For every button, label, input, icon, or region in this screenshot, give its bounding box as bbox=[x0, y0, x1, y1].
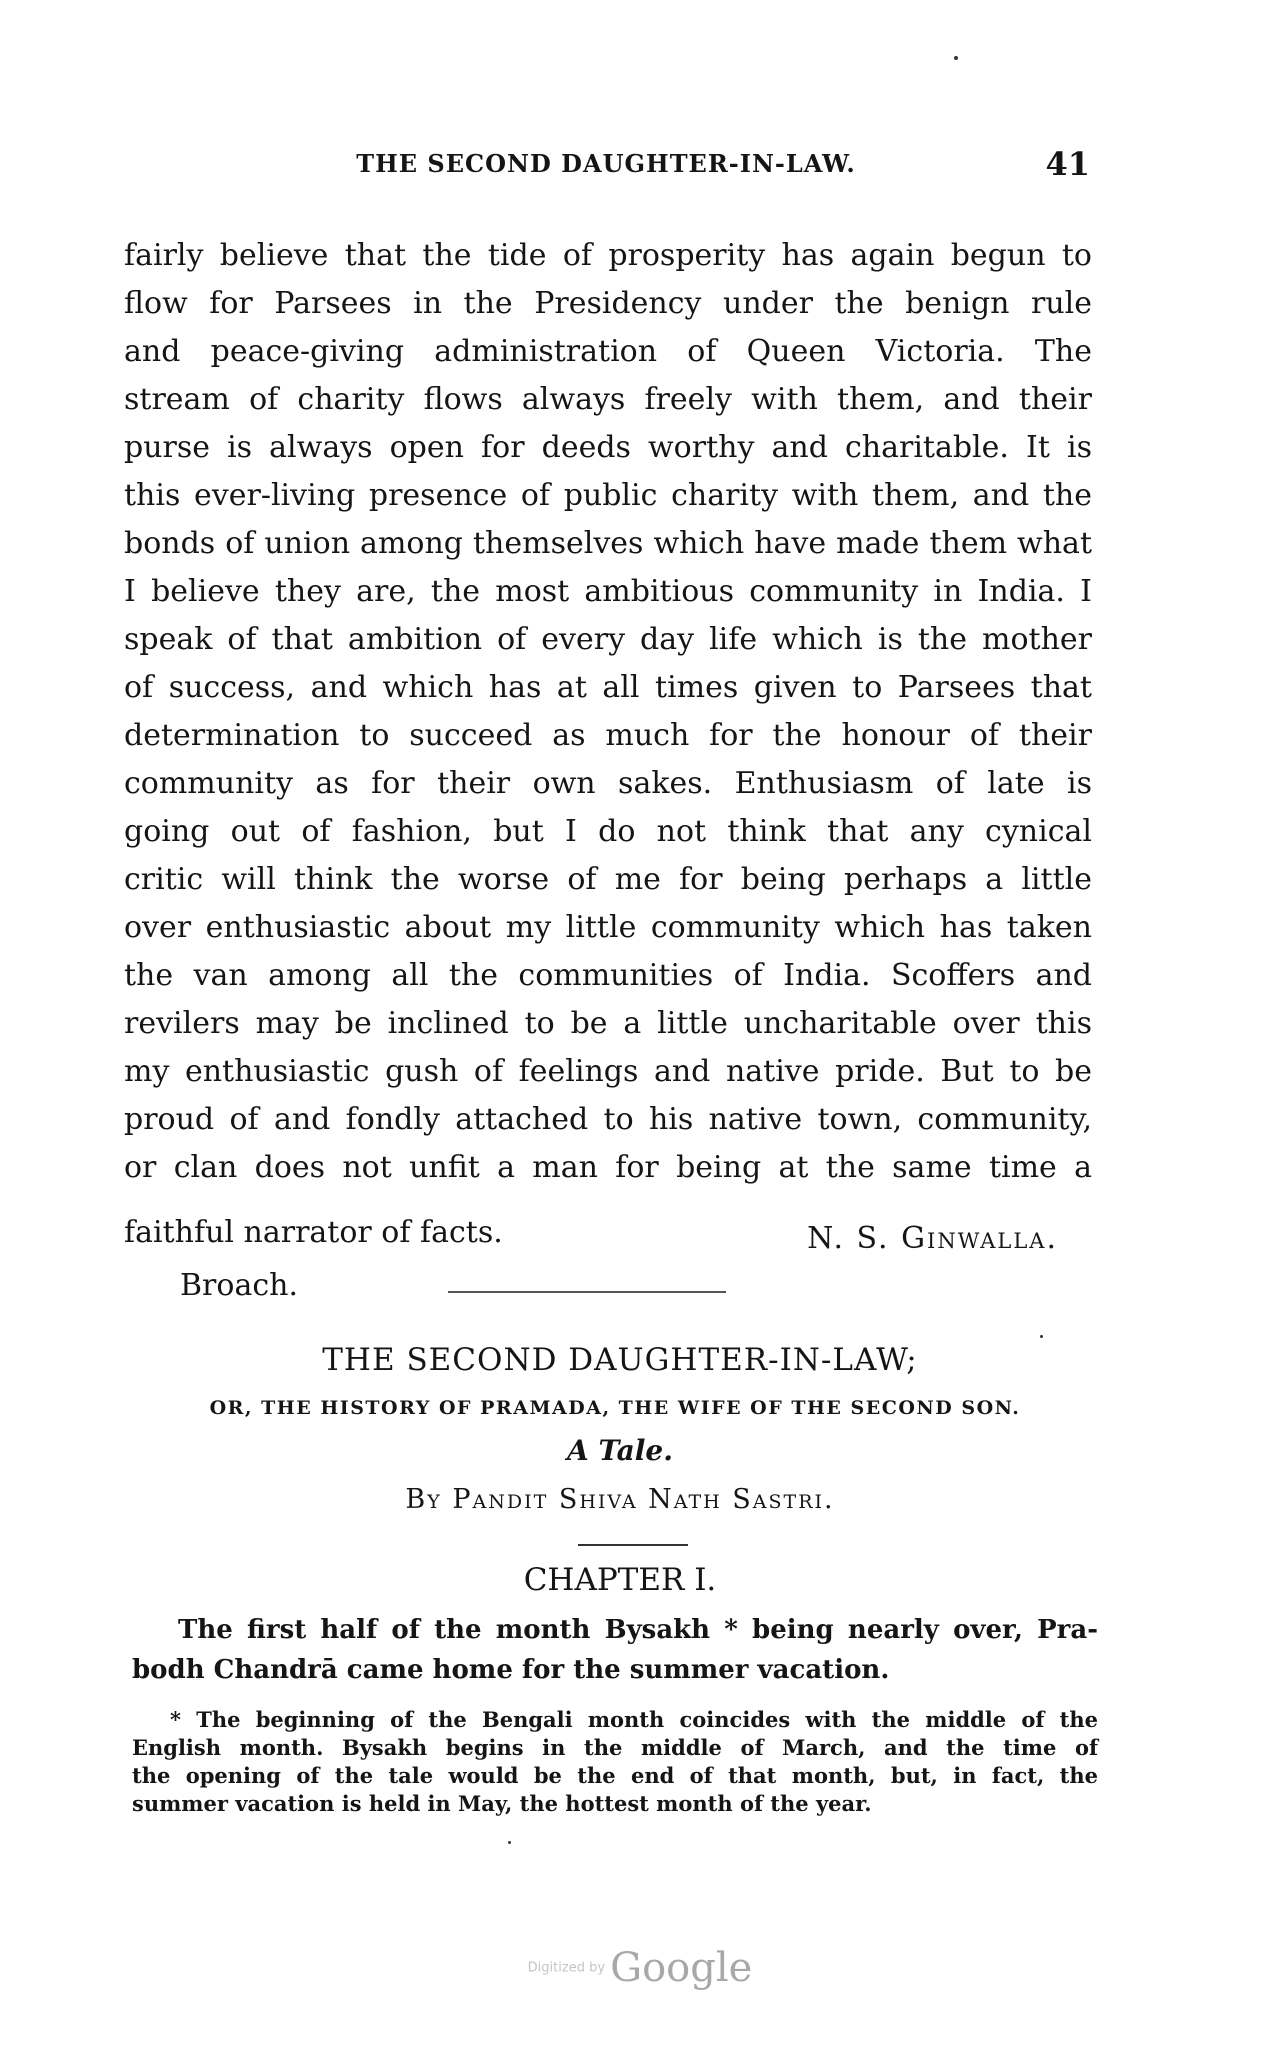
body-line: speak of that ambition of every day life which is the mother bbox=[124, 622, 1092, 657]
title-divider bbox=[578, 1544, 688, 1546]
chapter-line: The first half of the month Bysakh * being nearly over, Pra- bbox=[178, 1615, 1098, 1645]
body-line: or clan does not unfit a man for being at the same time a bbox=[124, 1150, 1092, 1185]
closing-line: faithful narrator of facts. bbox=[124, 1215, 503, 1250]
signature-row bbox=[124, 1209, 1092, 1257]
footnote-line: summer vacation is held in May, the hottest month of the year. bbox=[132, 1791, 872, 1816]
body-line: bonds of union among themselves which have made them what bbox=[124, 526, 1092, 561]
story-genre: A Tale. bbox=[567, 1434, 673, 1467]
watermark-logo: Google bbox=[610, 1945, 753, 1991]
running-head bbox=[122, 145, 1090, 185]
digitization-watermark bbox=[0, 1945, 1280, 1991]
story-subtitle: OR, THE HISTORY OF PRAMADA, THE WIFE OF THE SECOND SON. bbox=[209, 1397, 1021, 1419]
body-line: and peace-giving administration of Queen Victoria. The bbox=[124, 334, 1092, 369]
page-number: 41 bbox=[1045, 145, 1090, 183]
body-line: stream of charity flows always freely with them, and their bbox=[124, 382, 1092, 417]
body-line: proud of and fondly attached to his native town, community, bbox=[124, 1102, 1092, 1137]
body-line: over enthusiastic about my little community which has taken bbox=[124, 910, 1092, 945]
footnote-line: the opening of the tale would be the end of that month, but, in fact, the bbox=[132, 1763, 1098, 1788]
chapter-paragraph bbox=[132, 1610, 1098, 1690]
body-line: my enthusiastic gush of feelings and native pride. But to be bbox=[124, 1054, 1092, 1089]
place-name: Broach. bbox=[180, 1268, 298, 1303]
body-line: revilers may be inclined to be a little uncharitable over this bbox=[124, 1006, 1092, 1041]
body-line: community as for their own sakes. Enthusiasm of late is bbox=[124, 766, 1092, 801]
watermark-prefix: Digitized by bbox=[527, 1960, 606, 1976]
body-line: the van among all the communities of India. Scoffers and bbox=[124, 958, 1092, 993]
running-title: THE SECOND DAUGHTER-IN-LAW. bbox=[356, 149, 856, 178]
chapter-line: bodh Chandrā came home for the summer vacation. bbox=[132, 1655, 890, 1685]
body-line: of success, and which has at all times given to Parsees that bbox=[124, 670, 1092, 705]
body-line: determination to succeed as much for the honour of their bbox=[124, 718, 1092, 753]
body-line: I believe they are, the most ambitious community in India. I bbox=[124, 574, 1092, 609]
chapter-heading: CHAPTER I. bbox=[523, 1562, 717, 1598]
body-paragraph bbox=[124, 232, 1092, 1192]
story-title: THE SECOND DAUGHTER-IN-LAW; bbox=[322, 1342, 918, 1378]
body-line: critic will think the worse of me for being perhaps a little bbox=[124, 862, 1092, 897]
footnote bbox=[132, 1706, 1098, 1818]
body-line: going out of fashion, but I do not think that any cynical bbox=[124, 814, 1092, 849]
author-signature: N. S. Ginwalla. bbox=[807, 1221, 1058, 1256]
body-line: fairly believe that the tide of prosperity has again begun to bbox=[124, 238, 1092, 273]
footnote-line: English month. Bysakh begins in the middle of March, and the time of bbox=[132, 1735, 1098, 1760]
story-author: By Pandit Shiva Nath Sastri. bbox=[405, 1484, 835, 1515]
footnote-line: * The beginning of the Bengali month coincides with the middle of the bbox=[170, 1707, 1098, 1732]
scan-speck bbox=[1040, 1335, 1043, 1338]
body-line: this ever-living presence of public charity with them, and the bbox=[124, 478, 1092, 513]
scan-speck bbox=[508, 1841, 511, 1844]
body-line: purse is always open for deeds worthy and charitable. It is bbox=[124, 430, 1092, 465]
body-line: flow for Parsees in the Presidency under the benign rule bbox=[124, 286, 1092, 321]
section-divider bbox=[448, 1291, 726, 1293]
scan-speck bbox=[954, 56, 958, 60]
